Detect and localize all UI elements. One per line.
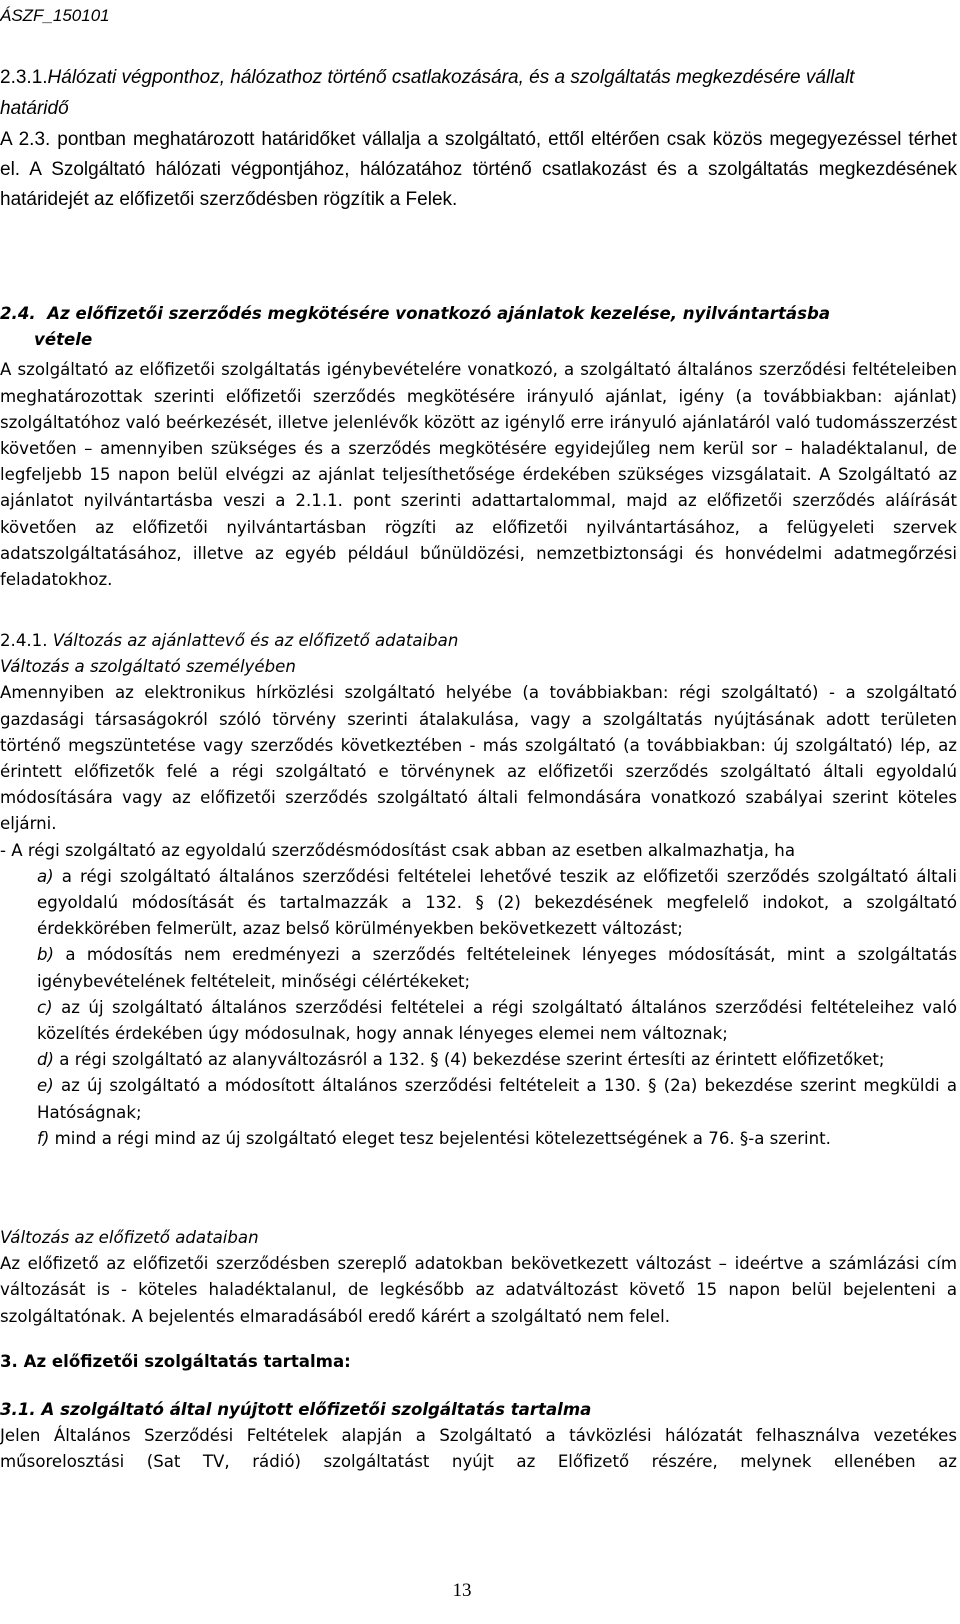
subscriber-change-paragraph: Az előfizető az előfizetői szerződésben szereplő adatokban bekövetkezett változást – ideértve a számlázási cím változását is - köteles haladéktalanul, de legkésőbb az adatváltozást követő 15 napon belül bejelenteni a szolgáltatónak. A bejelentés elmaradásából eredő kárért a szolgáltató nem felel. <box>0 1254 957 1326</box>
section-title: Változás az ajánlattevő és az előfizető adataiban <box>52 631 459 650</box>
condition-text: az új szolgáltató általános szerződési feltételei a régi szolgáltató általános szerződési feltételeihez való közelítés érdekében úgy módosulnak, hogy annak lényeges elemei nem változnak; <box>37 997 957 1044</box>
condition-text: az új szolgáltató a módosított általános szerződési feltételeit a 130. § (2a) bekezdése szerint megküldi a Hatóságnak; <box>37 1076 958 1122</box>
condition-letter: e) <box>37 1076 54 1096</box>
subsection-title-provider-change: Változás a szolgáltató személyében <box>0 657 296 677</box>
page-number: 13 <box>452 1580 472 1601</box>
condition-text: a régi szolgáltató az alanyváltozásról a 132. § (4) bekezdése szerint értesíti az érintett előfizetőket; <box>59 1050 885 1070</box>
section-3-1 <box>0 1397 957 1476</box>
section-title: Az előfizetői szerződés megkötésére vonatkozó ajánlatok kezelése, nyilvántartásba <box>47 304 831 323</box>
condition-text: a régi szolgáltató általános szerződési feltételei lehetővé teszik az előfizetői szerződés szolgáltató általi egyoldalú módosítását és tartalmazzák a 132. § (2) bekezdésének megfelelő indokot, a szolgáltató érdekkörében felmerült, azaz belső körülményekben bekövetkezett változást; <box>37 866 957 939</box>
condition-item <box>37 864 957 943</box>
subsection-title-subscriber-change: Változás az előfizető adataiban <box>0 1228 259 1247</box>
provider-change-lead: - A régi szolgáltató az egyoldalú szerződésmódosítást csak abban az esetben alkalmazhatja, ha <box>0 840 795 860</box>
condition-item <box>37 1073 957 1125</box>
condition-letter: a) <box>37 866 54 886</box>
condition-list <box>0 864 957 1152</box>
condition-item <box>37 1126 957 1152</box>
document-id-header: ÁSZF_150101 <box>0 6 110 25</box>
condition-text: mind a régi mind az új szolgáltató eleget tesz bejelentési kötelezettségének a 76. §-a szerint. <box>54 1128 831 1148</box>
section-2-4-1 <box>0 628 957 1152</box>
condition-item <box>37 1047 957 1073</box>
condition-letter: d) <box>37 1050 55 1070</box>
section-3-heading: 3. Az előfizetői szolgáltatás tartalma: <box>0 1352 351 1371</box>
section-2-4-heading <box>0 301 957 353</box>
condition-item <box>37 995 957 1047</box>
section-number: 2.4.1. <box>0 631 48 650</box>
section-title-cont: vétele <box>34 330 93 350</box>
condition-item <box>37 942 957 994</box>
condition-text: a módosítás nem eredményezi a szerződés feltételeinek lényeges módosítását, mint a szolgáltatás igénybevételének feltételeit, minőségi célértékeket; <box>37 945 958 991</box>
section-title: Hálózati végponthoz, hálózathoz történő csatlakozására, és a szolgáltatás megkezdésére vállalt <box>47 67 855 88</box>
condition-letter: c) <box>37 997 53 1017</box>
section-title-cont: határidő <box>0 98 69 119</box>
section-2-4-paragraph: A szolgáltató az előfizetői szolgáltatás igénybevételére vonatkozó, a szolgáltató általános szerződési feltételeiben meghatározottak szerinti előfizetői szerződés megkötésére irányuló ajánlat, igény (a továbbiakban: ajánlat) szolgáltatóhoz való beérkezését, illetve jelenlévők között az igénylő erre irányuló ajánlatáról való tudomásszerzést követően – amennyiben szükséges és a szerződés megkötésére egyidejűleg nem kerül sor – haladéktalanul, de legfeljebb 15 napon belül elvégzi az ajánlat teljesíthetősége érdekében szükséges vizsgálatait. A Szolgáltató az ajánlatot nyilvántartásba veszi a 2.1.1. pont szerinti adattartalommal, majd az előfizetői szerződés aláírását követően az előfizetői nyilvántartásban rögzíti az előfizetői nyilvántartásához, a felügyeleti szervek adatszolgáltatásához, illetve az egyéb például bűnüldözési, nemzetbiztonsági és honvédelmi adatmegőrzési feladatokhoz. <box>0 360 957 590</box>
section-3-1-paragraph: Jelen Általános Szerződési Feltételek alapján a Szolgáltató a távközlési hálózatát felhasználva vezetékes műsorelosztási (Sat TV, rádió) szolgáltatást nyújt az Előfizető részére, melynek ellenében az <box>0 1426 957 1472</box>
condition-letter: f) <box>37 1128 50 1148</box>
section-2-4-1-heading <box>0 628 957 654</box>
section-3-1-heading: 3.1. A szolgáltató által nyújtott előfizetői szolgáltatás tartalma <box>0 1400 592 1419</box>
condition-letter: b) <box>37 945 55 965</box>
section-number: 2.3.1. <box>0 67 48 88</box>
subsection-subscriber-data-change <box>0 1225 957 1330</box>
section-2-3-1-heading <box>0 62 957 124</box>
section-number: 2.4. <box>0 304 36 323</box>
provider-change-paragraph: Amennyiben az elektronikus hírközlési szolgáltató helyébe (a továbbiakban: régi szolgáltató) - a szolgáltató gazdasági társaságokról szóló törvény szerinti átalakulása, vagy a szolgáltatás nyújtásának adott területen történő megszüntetése vagy szerződés következtében - más szolgáltató (a továbbiakban: új szolgáltató) lép, az érintett előfizetők felé a régi szolgáltató e törvénynek az előfizetői szerződés szolgáltató általi egyoldalú módosítására vagy az előfizetői szerződés szolgáltató általi felmondására vonatkozó szabályai szerint köteles eljárni. <box>0 683 957 834</box>
section-2-3-1-paragraph: A 2.3. pontban meghatározott határidőket vállalja a szolgáltató, ettől eltérően csak közös megegyezéssel térhet el. A Szolgáltató hálózati végpontjához, hálózatához történő csatlakozást és a szolgáltatás megkezdésének határidejét az előfizetői szerződésben rögzítik a Felek. <box>0 129 957 210</box>
section-2-4 <box>0 301 957 593</box>
section-2-3-1 <box>0 62 957 215</box>
